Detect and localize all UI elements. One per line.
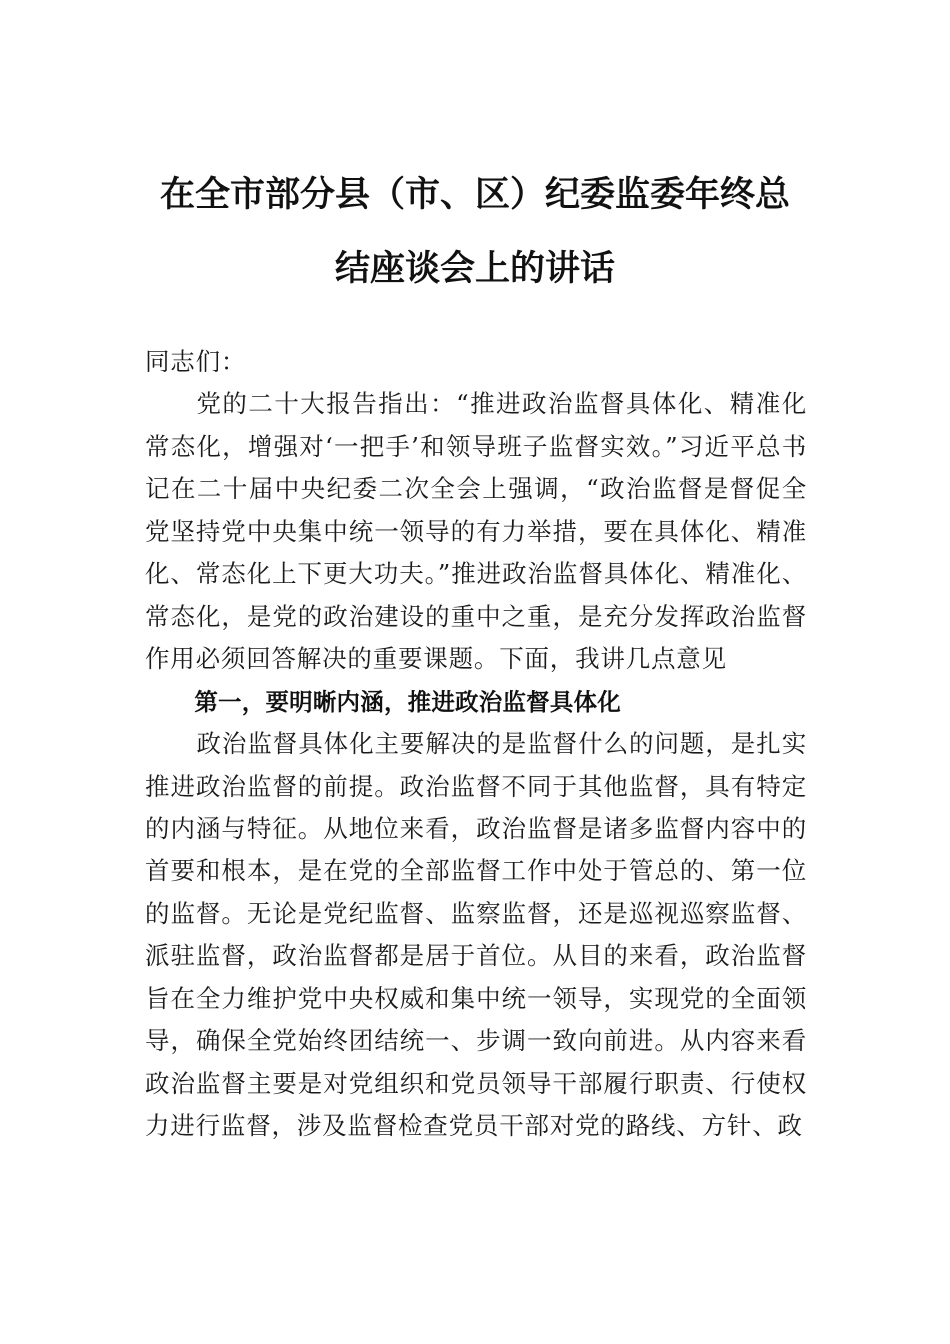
salutation: 同志们： — [145, 347, 247, 376]
document-title-line-1: 在全市部分县（市、区）纪委监委年终总 — [159, 174, 790, 215]
paragraph-intro: 党的二十大报告指出：“推进政治监督具体化、精准化常态化，增强对‘一把手’和领导班子监督实效。”习近平总书记在二十届中央纪委二次全会上强调，“政治监督是督促全党坚持党中央集中统一领导的有力举措，要在具体化、精准化、常态化上下更大功夫。”推进政治监督具体化、精准化、常态化，是党的政治建设的重中之重，是充分发挥政治监督作用必须回答解决的重要课题。下面，我讲几点意见 — [145, 389, 807, 674]
paragraph-section-1: 政治监督具体化主要解决的是监督什么的问题，是扎实推进政治监督的前提。政治监督不同于其他监督，具有特定的内涵与特征。从地位来看，政治监督是诸多监督内容中的首要和根本，是在党的全部监督工作中处于管总的、第一位的监督。无论是党纪监督、监察监督，还是巡视巡察监督、派驻监督，政治监督都是居于首位。从目的来看，政治监督旨在全力维护党中央权威和集中统一领导，实现党的全面领导，确保全党始终团结统一、步调一致向前进。从内容来看政治监督主要是对党组织和党员领导干部履行职责、行使权力进行监督，涉及监督检查党员干部对党的路线、方针、政 — [145, 729, 807, 1141]
document-title-line-2: 结座谈会上的讲话 — [334, 248, 615, 289]
section-heading-1: 第一，要明晰内涵，推进政治监督具体化 — [194, 687, 621, 716]
document-body — [145, 341, 807, 1148]
